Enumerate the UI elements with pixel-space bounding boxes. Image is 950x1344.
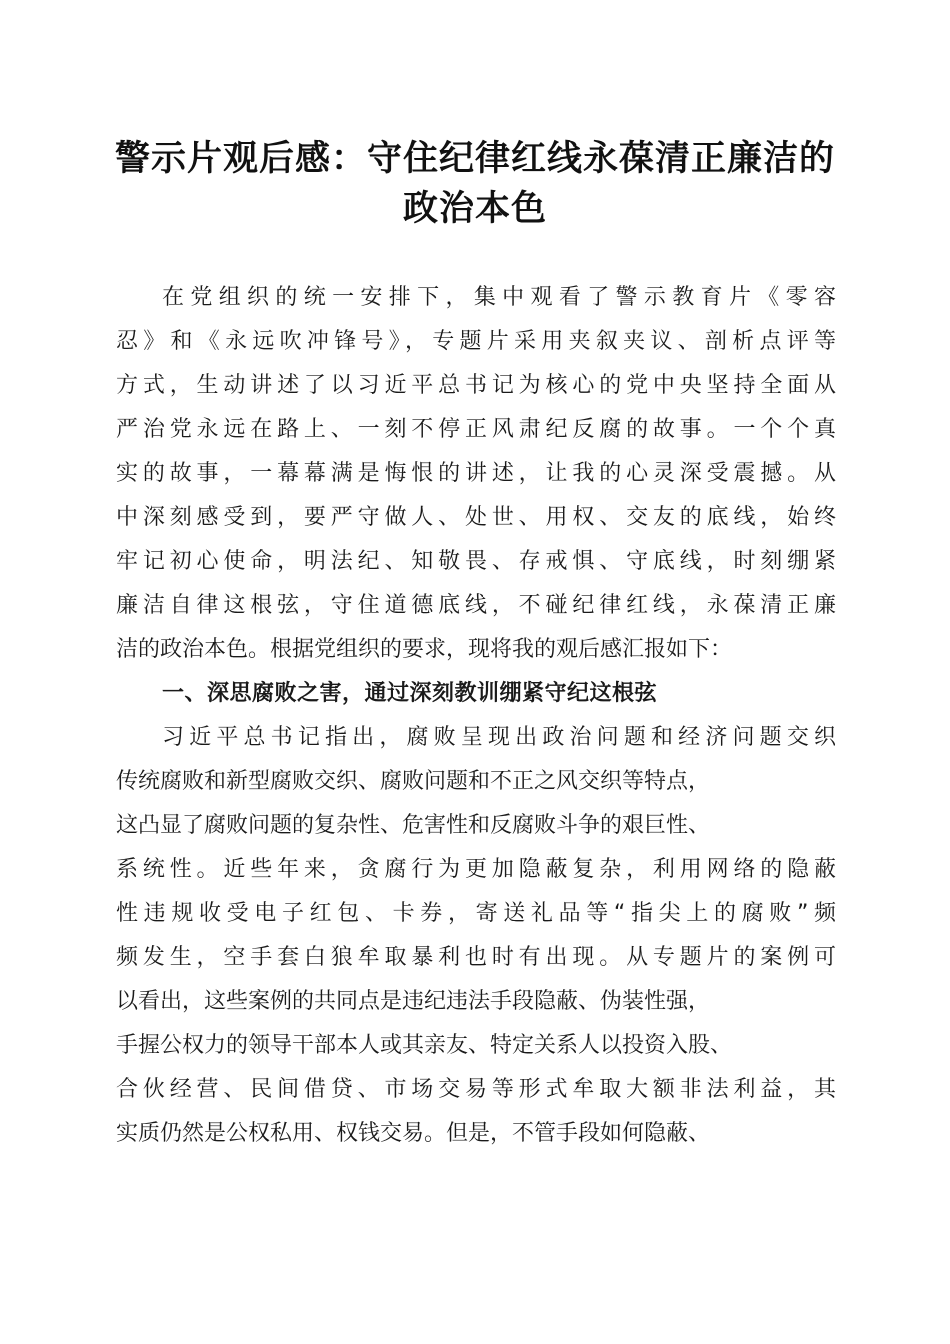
paragraph-line: 传统腐败和新型腐败交织、腐败问题和不正之风交织等特点， <box>116 769 711 794</box>
paragraph-intro <box>116 276 836 672</box>
paragraph-line: 合伙经营、民间借贷、市场交易等形式牟取大额非法利益，其 <box>116 1077 836 1102</box>
paragraph-line: 严治党永远在路上、一刻不停正风肃纪反腐的故事。一个个真 <box>116 417 836 442</box>
paragraph-line: 方式，生动讲述了以习近平总书记为核心的党中央坚持全面从 <box>116 373 836 398</box>
paragraph-line: 牢记初心使命，明法纪、知敬畏、存戒惧、守底线，时刻绷紧 <box>116 549 836 574</box>
document-body <box>116 276 836 1156</box>
paragraph-line: 洁的政治本色。根据党组织的要求，现将我的观后感汇报如下： <box>116 637 733 662</box>
paragraph-line: 实质仍然是公权私用、权钱交易。但是，不管手段如何隐蔽、 <box>116 1121 711 1146</box>
paragraph-line: 性违规收受电子红包、卡券，寄送礼品等“指尖上的腐败”频 <box>116 901 836 926</box>
paragraph-line: 在党组织的统一安排下，集中观看了警示教育片《零容 <box>162 285 836 310</box>
title-line: 政治本色 <box>402 188 547 229</box>
paragraph-line: 忍》和《永远吹冲锋号》，专题片采用夹叙夹议、剖析点评等 <box>116 329 836 354</box>
paragraph-line: 廉洁自律这根弦，守住道德底线，不碰纪律红线，永葆清正廉 <box>116 593 836 618</box>
paragraph-line: 中深刻感受到，要严守做人、处世、用权、交友的底线，始终 <box>116 505 836 530</box>
paragraph-line: 这凸显了腐败问题的复杂性、危害性和反腐败斗争的艰巨性、 <box>116 813 711 838</box>
document-title <box>100 134 850 234</box>
paragraph-line: 习近平总书记指出，腐败呈现出政治问题和经济问题交织 <box>162 725 836 750</box>
title-line: 警示片观后感：守住纪律红线永葆清正廉洁的 <box>114 138 835 179</box>
paragraph-line: 实的故事，一幕幕满是悔恨的讲述，让我的心灵深受震撼。从 <box>116 461 836 486</box>
paragraph-line: 频发生，空手套白狼牟取暴利也时有出现。从专题片的案例可 <box>116 945 836 970</box>
paragraph-section-1 <box>116 716 836 1156</box>
paragraph-line: 手握公权力的领导干部本人或其亲友、特定关系人以投资入股、 <box>116 1033 733 1058</box>
paragraph-line: 系统性。近些年来，贪腐行为更加隐蔽复杂，利用网络的隐蔽 <box>116 857 836 882</box>
paragraph-line: 以看出，这些案例的共同点是违纪违法手段隐蔽、伪装性强， <box>116 989 711 1014</box>
section-heading: 一、深思腐败之害，通过深刻教训绷紧守纪这根弦 <box>162 681 658 706</box>
